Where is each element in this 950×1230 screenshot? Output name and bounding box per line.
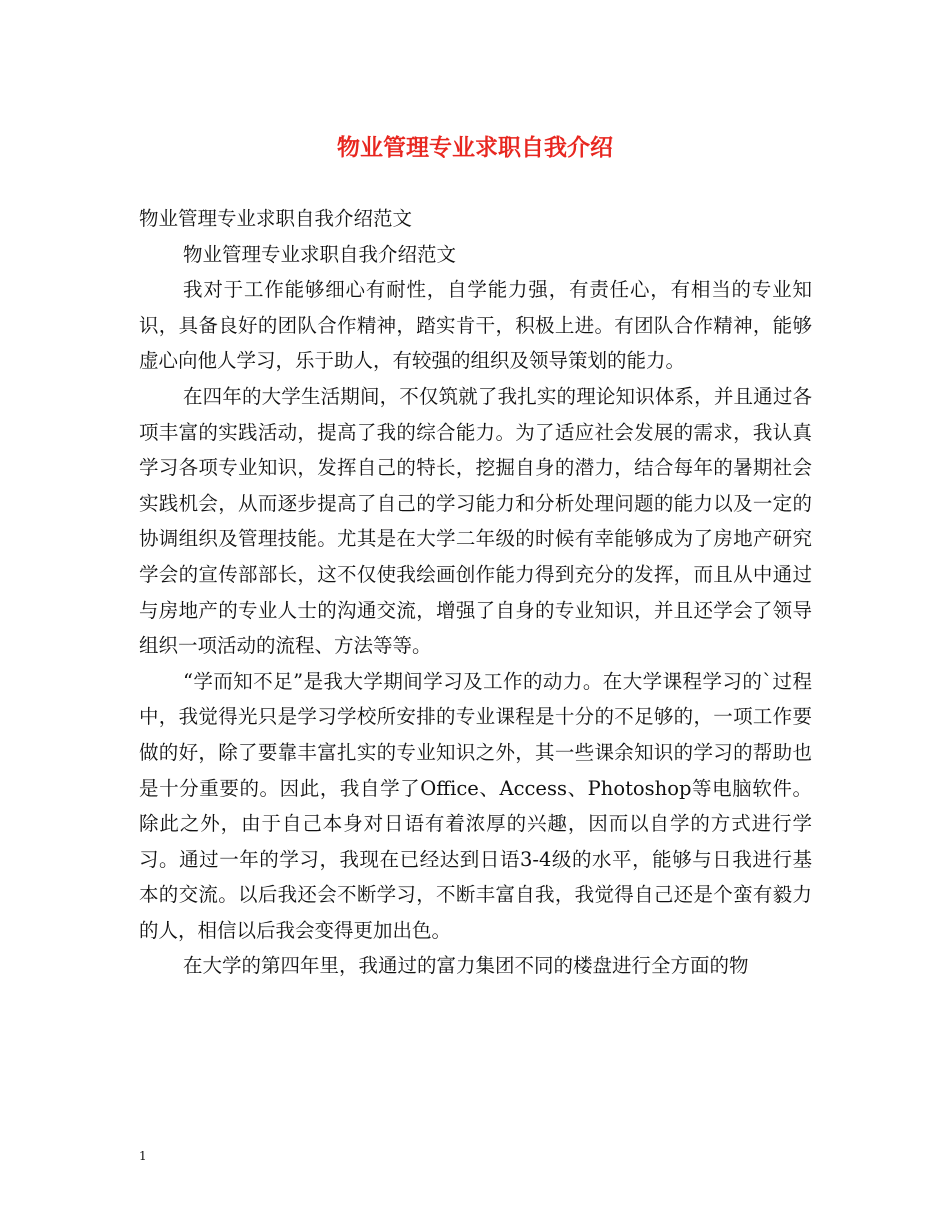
paragraph-subtitle: 物业管理专业求职自我介绍范文 bbox=[139, 207, 413, 230]
paragraph: 我对于工作能够细心有耐性，自学能力强，有责任心，有相当的专业知识，具备良好的团队合作精神，踏实肯干，积极上进。有团队合作精神，能够虚心向他人学习，乐于助人，有较强的组织及领导策划的能力。 bbox=[139, 278, 812, 373]
paragraph-subtitle-indented: 物业管理专业求职自我介绍范文 bbox=[183, 242, 457, 266]
page-number: 1 bbox=[139, 1149, 147, 1163]
paragraph: 在四年的大学生活期间，不仅筑就了我扎实的理论知识体系，并且通过各项丰富的实践活动，提高了我的综合能力。为了适应社会发展的需求，我认真学习各项专业知识，发挥自己的特长，挖掘自身的潜力，结合每年的暑期社会实践机会，从而逐步提高了自己的学习能力和分析处理问题的能力以及一定的协调组织及管理技能。尤其是在大学二年级的时候有幸能够成为了房地产研究学会的宣传部部长，这不仅使我绘画创作能力得到充分的发挥，而且从中通过与房地产的专业人士的沟通交流，增强了自身的专业知识，并且还学会了领导组织一项活动的流程、方法等等。 bbox=[139, 384, 812, 658]
paragraph: “学而知不足”是我大学期间学习及工作的动力。在大学课程学习的`过程中，我觉得光只是学习学校所安排的专业课程是十分的不足够的，一项工作要做的好，除了要靠丰富扎实的专业知识之外，其一些课余知识的学习的帮助也是十分重要的。因此，我自学了Office、Access、Photoshop等电脑软件。除此之外，由于自己本身对日语有着浓厚的兴趣，因而以自学的方式进行学习。通过一年的学习，我现在已经达到日语3-4级的水平，能够与日我进行基本的交流。以后我还会不断学习，不断丰富自我，我觉得自己还是个蛮有毅力的人，相信以后我会变得更加出色。 bbox=[139, 669, 812, 942]
document-title: 物业管理专业求职自我介绍 bbox=[337, 134, 613, 161]
paragraph: 在大学的第四年里，我通过的富力集团不同的楼盘进行全方面的物 bbox=[183, 954, 749, 978]
document-body bbox=[139, 201, 812, 984]
